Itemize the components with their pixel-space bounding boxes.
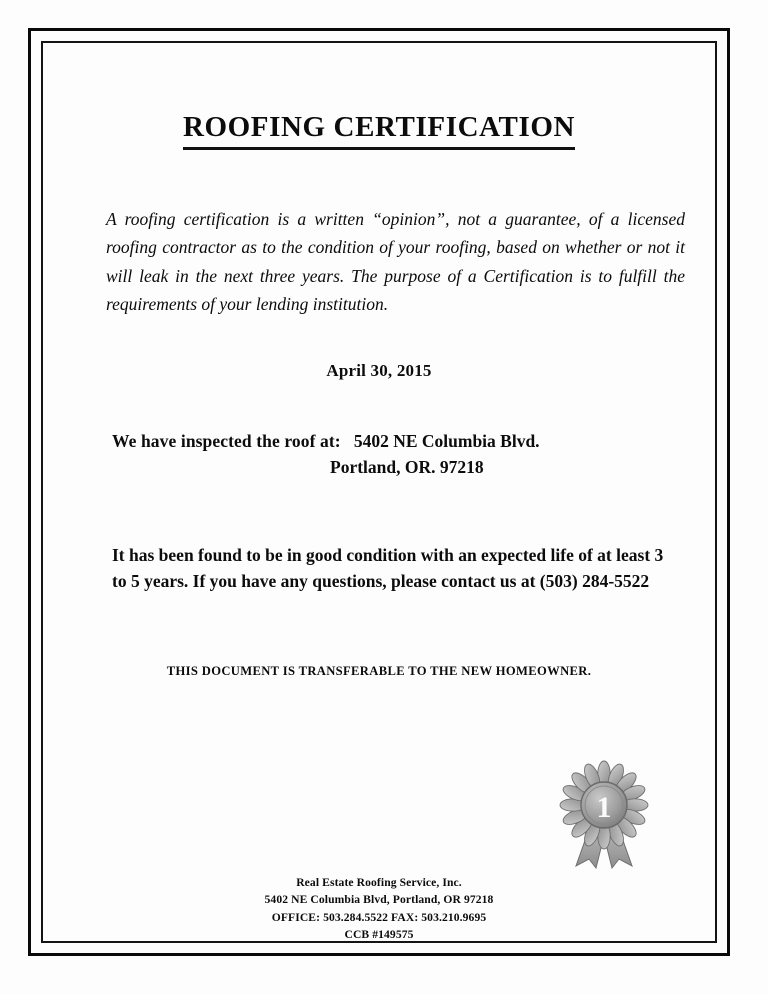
footer-address: 5402 NE Columbia Blvd, Portland, OR 97218 <box>264 893 494 907</box>
inspection-address-line2: Portland, OR. 97218 <box>330 456 484 477</box>
footer-contact: OFFICE: 503.284.5522 FAX: 503.210.9695 <box>271 910 487 924</box>
findings-paragraph: It has been found to be in good condition with an expected life of at least 3 to 5 years. If you have any questions, please contact us at (503) 284-5522 <box>112 545 664 591</box>
inspection-label: We have inspected the roof at: <box>112 431 341 452</box>
award-ribbon-rosette-icon <box>558 760 650 872</box>
page-title <box>62 112 696 150</box>
transferable-notice: THIS DOCUMENT IS TRANSFERABLE TO THE NEW HOMEOWNER. <box>166 663 592 678</box>
inspection-address-block <box>112 429 696 480</box>
footer-block <box>62 874 696 944</box>
certification-date: April 30, 2015 <box>326 361 432 381</box>
page-title-text: ROOFING CERTIFICATION <box>183 112 575 150</box>
intro-paragraph: A roofing certification is a written “opinion”, not a guarantee, of a licensed roofing contractor as to the condition of your roofing, based on whether or not it will leak in the next three years. The purpose of a Certification is to fulfill the requirements of your lending institution. <box>106 208 685 314</box>
document-content <box>62 60 696 942</box>
inspection-address-line1: 5402 NE Columbia Blvd. <box>353 431 540 452</box>
footer-company: Real Estate Roofing Service, Inc. <box>296 876 462 889</box>
rosette-rank-label: 1 <box>596 791 612 824</box>
footer-license: CCB #149575 <box>344 928 414 942</box>
inspection-line-primary <box>112 429 696 454</box>
